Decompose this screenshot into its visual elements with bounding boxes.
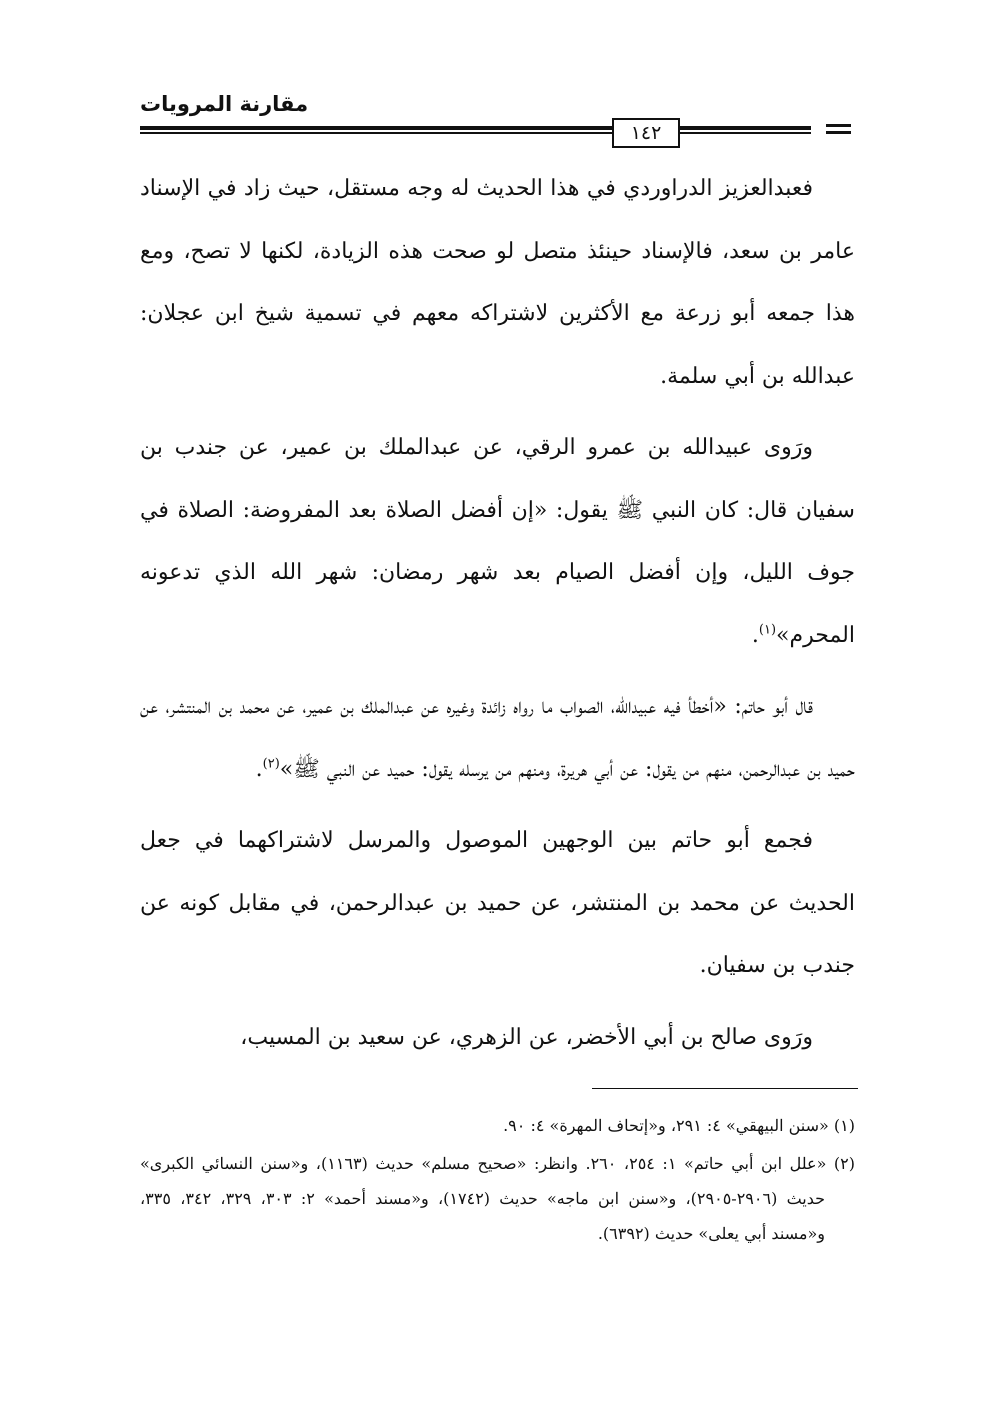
footnote-2: (٢) «علل ابن أبي حاتم» ١: ٢٥٤، ٢٦٠. وانظر: «صحيح مسلم» حديث (١١٦٣)، و«سنن النسائي الكبرى» حديث (٢٩٠٦-٢٩٠٥)، و«سنن ابن ماجه» حديث (١٧٤٢)، و«مسند أحمد» ٢: ٣٠٣، ٣٢٩، ٣٤٢، ٣٣٥، و«مسند أبي يعلى» حديث (٦٣٩٢). (140, 1154, 856, 1243)
header-rule-right-bottom (826, 131, 851, 134)
header-rule-right-top (826, 124, 851, 127)
header-rule-thin (140, 132, 811, 134)
paragraph-2 (140, 417, 855, 667)
paragraph-3-text: قال أبو حاتم: «أخطأ فيه عبيدالله، الصواب ما رواه زائدة وغيره عن عبدالملك بن عمير، عن محمد بن المنتشر، عن حميد بن عبدالرحمن، منهم من يقول: عن أبي هريرة، ومنهم من يرسله يقول: حميد عن النبي ﷺ» (140, 694, 855, 782)
body-text (140, 158, 855, 1078)
paragraph-5: ورَوى صالح بن أبي الأخضر، عن الزهري، عن سعيد بن المسيب، (240, 1024, 813, 1050)
paragraph-2-end: . (751, 622, 759, 648)
footnote-separator (592, 1088, 858, 1089)
footnote-ref-1: (١) (758, 622, 777, 638)
paragraph-4: فجمع أبو حاتم بين الوجهين الموصول والمرسل لاشتراكهما في جعل الحديث عن محمد بن المنتشر، عن حميد بن عبدالرحمن، في مقابل كونه عن جندب بن سفيان. (140, 828, 855, 978)
header-rule-thick (140, 126, 811, 130)
running-title: مقارنة المرويات (140, 92, 309, 116)
footnote-1: (١) «سنن البيهقي» ٤: ٢٩١، و«إتحاف المهرة» ٤: ٩٠. (503, 1116, 855, 1135)
paragraph-1: فعبدالعزيز الدراوردي في هذا الحديث له وجه مستقل، حيث زاد في الإسناد عامر بن سعد، فالإسناد حينئذ متصل لو صحت هذه الزيادة، لكنها لا تصح، ومع هذا جمعه أبو زرعة مع الأكثرين لاشتراكه معهم في تسمية شيخ ابن عجلان: عبدالله بن أبي سلمة. (140, 176, 855, 389)
page-number: ١٤٢ (612, 118, 680, 148)
paragraph-3 (140, 676, 855, 801)
header-rule (140, 120, 851, 144)
footnote-ref-2: (٢) (262, 756, 280, 772)
paragraph-3-end: . (255, 756, 263, 782)
footnotes (140, 1108, 855, 1254)
paragraph-2-text: ورَوى عبيدالله بن عمرو الرقي، عن عبدالملك بن عمير، عن جندب بن سفيان قال: كان النبي ﷺ يقول: «إن أفضل الصلاة بعد المفروضة: الصلاة في جوف الليل، وإن أفضل الصيام بعد شهر رمضان: شهر الله الذي تدعونه المحرم» (140, 435, 855, 648)
